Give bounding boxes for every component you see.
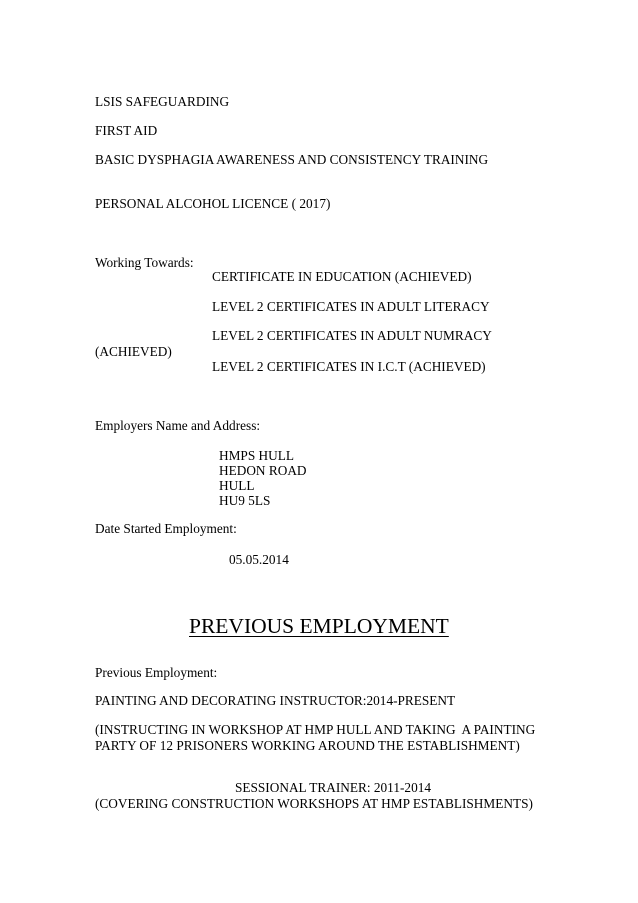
working-towards-item: CERTIFICATE IN EDUCATION (ACHIEVED) [212,269,472,284]
start-date-value: 05.05.2014 [229,552,289,567]
training-first-aid: FIRST AID [95,123,158,138]
role-sessional-description: (COVERING CONSTRUCTION WORKSHOPS AT HMP ESTABLISHMENTS) [95,796,533,811]
training-lsis-safeguarding: LSIS SAFEGUARDING [95,94,230,109]
previous-employment-label: Previous Employment: [95,665,218,680]
employer-label: Employers Name and Address: [95,418,261,433]
role-painting-description: PARTY OF 12 PRISONERS WORKING AROUND THE ESTABLISHMENT) [95,738,520,753]
employer-address-line: HMPS HULL [219,448,294,463]
working-towards-item: LEVEL 2 CERTIFICATES IN ADULT NUMRACY [212,328,492,343]
working-towards-label: Working Towards: [95,255,194,270]
working-towards-item: LEVEL 2 CERTIFICATES IN ADULT LITERACY [212,299,490,314]
start-date-label: Date Started Employment: [95,521,237,536]
role-painting-instructor: PAINTING AND DECORATING INSTRUCTOR:2014-PRESENT [95,693,456,708]
role-painting-description: (INSTRUCTING IN WORKSHOP AT HMP HULL AND TAKING A PAINTING [95,722,536,737]
working-towards-item: LEVEL 2 CERTIFICATES IN I.C.T (ACHIEVED) [212,359,486,374]
employer-address-line: HEDON ROAD [219,463,307,478]
role-sessional-trainer: SESSIONAL TRAINER: 2011-2014 [235,780,432,795]
achieved-note: (ACHIEVED) [95,344,172,359]
training-alcohol-licence: PERSONAL ALCOHOL LICENCE ( 2017) [95,196,331,211]
training-dysphagia: BASIC DYSPHAGIA AWARENESS AND CONSISTENCY TRAINING [95,152,489,167]
employer-address-line: HULL [219,478,255,493]
employer-address-line: HU9 5LS [219,493,271,508]
previous-employment-heading: PREVIOUS EMPLOYMENT [189,614,449,638]
